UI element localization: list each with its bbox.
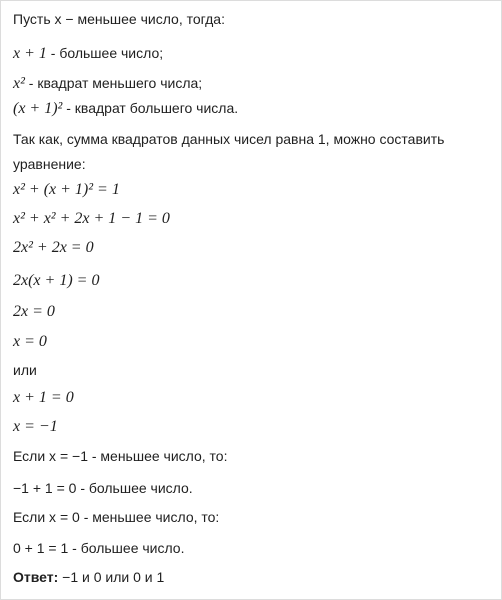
simplified-equation-line: 2x² + 2x = 0 [13, 239, 94, 256]
factored-equation-line: 2x(x + 1) = 0 [13, 272, 100, 289]
case-one-line: Если x = −1 - меньшее число, то: [13, 448, 228, 464]
equation-label-line: уравнение: [13, 156, 86, 172]
case-two-result-line: 0 + 1 = 1 - большее число. [13, 540, 185, 556]
answer-line [13, 567, 164, 587]
equation-line: x² + (x + 1)² = 1 [13, 181, 120, 198]
intro-line: Пусть x − меньшее число, тогда: [13, 11, 225, 27]
answer-label: Ответ: [13, 569, 59, 585]
answer-text: −1 и 0 или 0 и 1 [58, 569, 165, 585]
first-root-line: x = 0 [13, 333, 47, 350]
second-equation-line: x + 1 = 0 [13, 389, 74, 406]
or-line: или [13, 362, 37, 378]
expanded-equation-line: x² + x² + 2x + 1 − 1 = 0 [13, 210, 170, 227]
case-two-line: Если x = 0 - меньшее число, то: [13, 509, 220, 525]
smaller-square-line: x² - квадрат меньшего числа; [13, 75, 203, 92]
bigger-square-line: (x + 1)² - квадрат большего числа. [13, 100, 239, 117]
explanation-line: Так как, сумма квадратов данных чисел равна 1, можно составить [13, 131, 445, 147]
second-root-line: x = −1 [13, 418, 58, 435]
root-step-line: 2x = 0 [13, 303, 55, 320]
bigger-number-line: x + 1 - большее число; [13, 45, 164, 62]
case-one-result-line: −1 + 1 = 0 - большее число. [13, 480, 193, 496]
